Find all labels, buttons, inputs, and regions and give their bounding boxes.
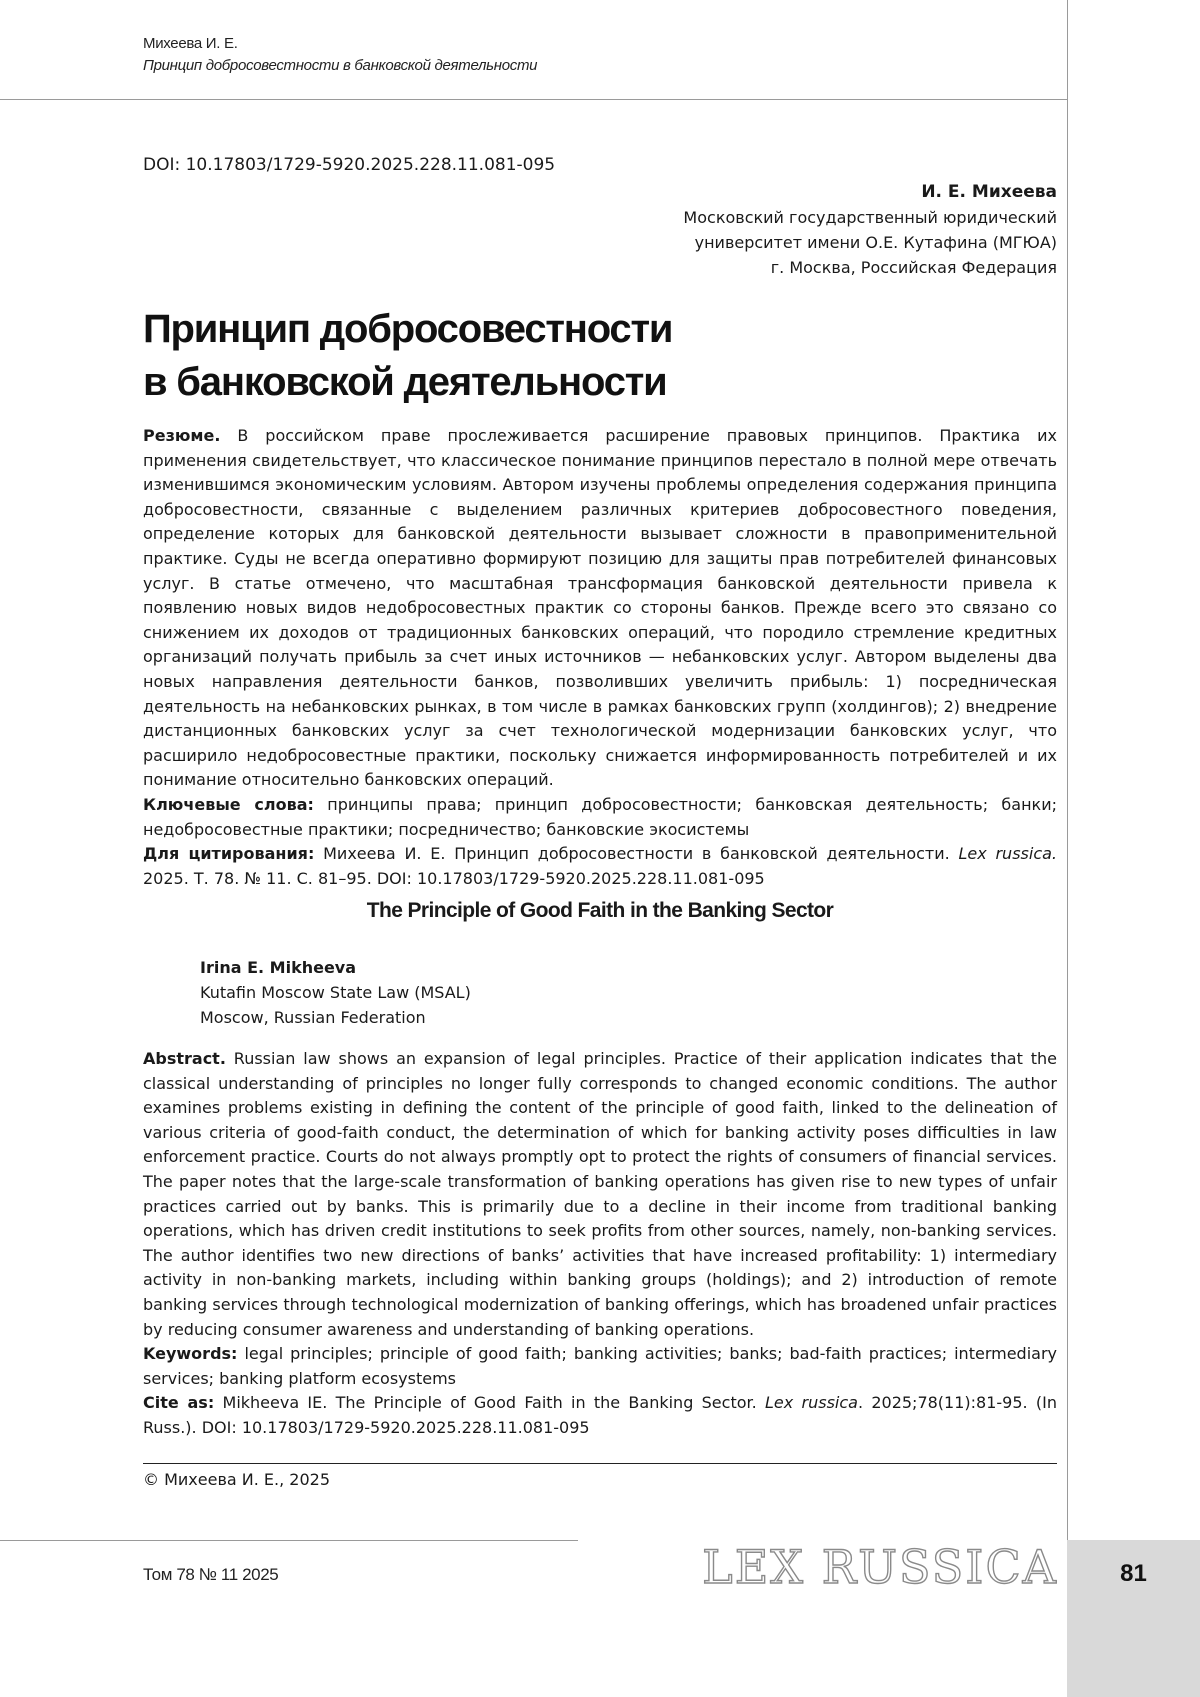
keywords-en	[143, 1342, 1057, 1391]
author-name-ru: И. Е. Михеева	[921, 182, 1057, 202]
author-block-ru	[537, 180, 1057, 280]
right-margin-band	[1067, 0, 1200, 1697]
location-en: Moscow, Russian Federation	[200, 1008, 426, 1027]
citation-text-ru: Михеева И. Е. Принцип добросовестности в банковской деятельности.	[323, 844, 950, 864]
abstract-text-en: Russian law shows an expansion of legal principles. Practice of their application indicates that the classical understanding of principles no longer fully corresponds to changed economic conditions. The author examines problems existing in defining the content of the principle of good faith, linked to the delineation of various criteria of good-faith conduct, the determination of which for banking activity poses difficulties in law enforcement practice. Courts do not always promptly opt to protect the rights of consumers of financial services. The paper notes that the large-scale transformation of banking operations has given rise to new types of unfair practices carried out by banks. This is primarily due to a decline in their income from traditional banking operations, which has driven credit institutions to seek profits from other sources, namely, non-banking services. The author identifies two new directions of banks’ activities that have increased profitability: 1) intermediary activity in non-banking markets, including within banking groups (holdings); and 2) introduction of remote banking services through technological modernization of banking offerings, which has broadened unfair practices by reducing consumer awareness and understanding of banking operations.	[143, 1049, 1057, 1339]
citation-details-ru: 2025. Т. 78. № 11. С. 81–95. DOI: 10.17803/1729-5920.2025.228.11.081-095	[143, 868, 765, 888]
title-line: Принцип добросовестности	[143, 307, 673, 351]
affiliation-line: г. Москва, Российская Федерация	[770, 258, 1057, 277]
copyright-divider	[143, 1463, 1057, 1464]
keywords-label-ru: Ключевые слова:	[143, 794, 314, 814]
citation-details-en: . 2025;78(11):81-95. (In Russ.). DOI: 10.17803/1729-5920.2025.228.11.081-095	[143, 1393, 1057, 1437]
abstract-block-en	[143, 1047, 1057, 1441]
article-title-ru	[143, 303, 843, 409]
author-name-en: Irina E. Mikheeva	[200, 958, 357, 977]
running-head-title: Принцип добросовестности в банковской деятельности	[143, 57, 538, 74]
abstract-label-ru: Резюме.	[143, 426, 221, 445]
affiliation-line: Московский государственный юридический	[683, 208, 1057, 227]
header-divider	[0, 99, 1067, 100]
keywords-ru	[143, 793, 1057, 842]
page-number: 81	[1120, 1560, 1147, 1587]
keywords-text-en: legal principles; principle of good faith; banking activities; banks; bad-faith practices; intermediary services; banking platform ecosystems	[143, 1344, 1057, 1388]
title-line: в банковской деятельности	[143, 360, 667, 404]
citation-label-en: Cite as:	[143, 1393, 215, 1413]
journal-name: Lex russica	[765, 1393, 858, 1413]
journal-name: Lex russica.	[958, 844, 1058, 864]
abstract-ru	[143, 424, 1057, 793]
keywords-text-ru: принципы права; принцип добросовестности; банковская деятельность; банки; недобросовестные практики; посредничество; банковские экосистемы	[143, 794, 1058, 839]
abstract-en	[143, 1047, 1057, 1342]
citation-text-en: Mikheeva IE. The Principle of Good Faith in the Banking Sector.	[222, 1393, 757, 1413]
running-head-author: Михеева И. Е.	[143, 35, 238, 52]
keywords-label-en: Keywords:	[143, 1344, 238, 1364]
footer-divider	[0, 1540, 578, 1541]
journal-logo-text: LEX RUSSICA	[702, 1540, 1058, 1594]
issue-info: Том 78 № 11 2025	[143, 1565, 279, 1584]
journal-logo	[702, 1536, 1058, 1596]
abstract-text-ru: В российском праве прослеживается расширение правовых принципов. Практика их применения свидетельствует, что классическое понимание принципов перестало в полной мере отвечать изменившимся экономическим условиям. Автором изучены проблемы определения содержания принципа добросовестности, связанные с выделением различных критериев добросовестного поведения, определение которых для банковской деятельности вызывает сложности в правоприменительной практике. Суды не всегда оперативно формируют позицию для защиты прав потребителей финансовых услуг. В статье отмечено, что масштабная трансформация банковской деятельности привела к появлению новых видов недобросовестных практик со стороны банков. Прежде всего это связано со снижением их доходов от традиционных банковских операций, что породило стремление кредитных организаций получать прибыль за счет иных источников — небанковских услуг. Автором выделены два новых направления деятельности банков, позволивших увеличить прибыль: 1) посредническая деятельность на небанковских рынках, в том числе в рамках банковских групп (холдингов); 2) внедрение дистанционных банковских услуг за счет технологической модернизации банковских услуг, что расширило недобросовестные практики, поскольку снижается информированность потребителей и их понимание относительно банковских операций.	[143, 426, 1057, 790]
citation-en	[143, 1391, 1057, 1440]
author-block-en	[200, 955, 471, 1030]
article-title-en: The Principle of Good Faith in the Banking Sector	[366, 899, 834, 922]
running-head	[143, 33, 537, 77]
citation-ru	[143, 842, 1057, 891]
citation-label-ru: Для цитирования:	[143, 844, 315, 864]
abstract-block-ru	[143, 424, 1057, 891]
copyright: © Михеева И. Е., 2025	[143, 1470, 330, 1489]
affiliation-en: Kutafin Moscow State Law (MSAL)	[200, 983, 471, 1002]
doi: DOI: 10.17803/1729-5920.2025.228.11.081-095	[143, 155, 556, 175]
abstract-label-en: Abstract.	[143, 1049, 226, 1068]
affiliation-line: университет имени О.Е. Кутафина (МГЮА)	[694, 233, 1057, 252]
